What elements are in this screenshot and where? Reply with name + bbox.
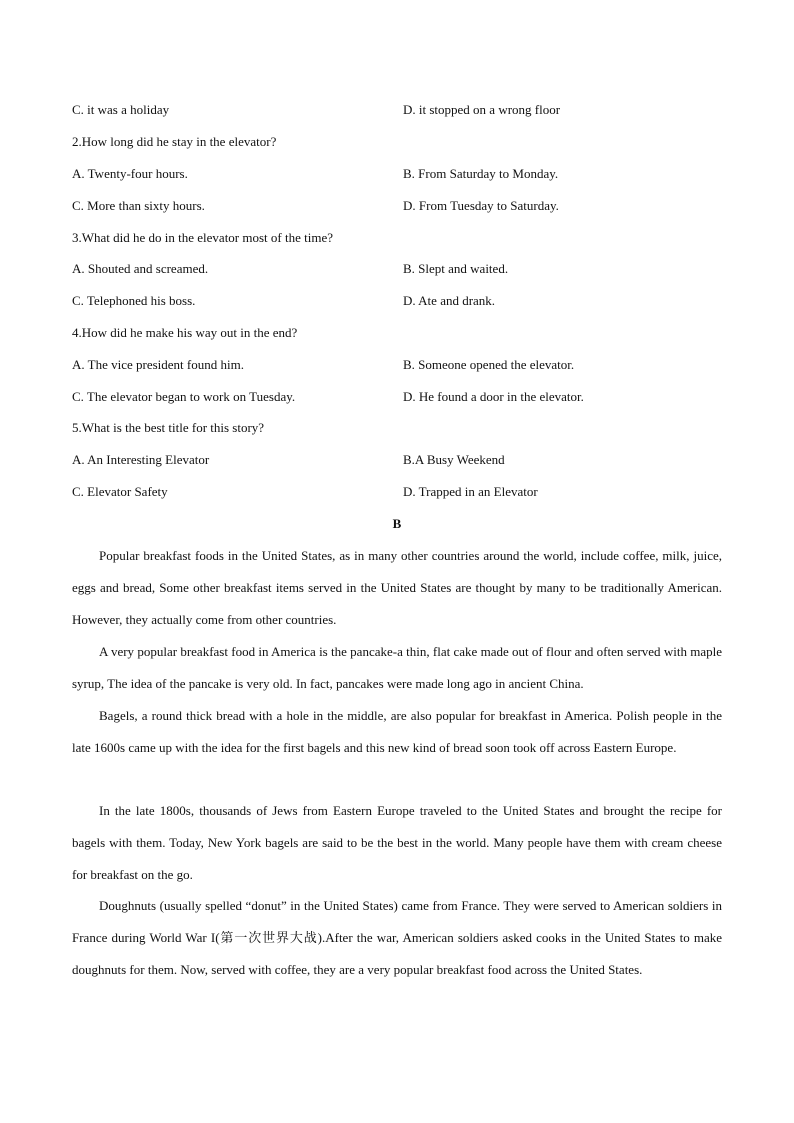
q4-options-row-ab xyxy=(72,355,732,375)
section-b-heading: B xyxy=(392,516,402,531)
q3-option-d: D. Ate and drank. xyxy=(403,293,496,308)
q3-options-row-cd xyxy=(72,291,732,311)
question-2: 2.How long did he stay in the elevator? xyxy=(72,134,277,149)
q5-option-c: C. Elevator Safety xyxy=(72,484,168,499)
q1-options-row-cd xyxy=(72,100,732,120)
q3-options-row-ab xyxy=(72,259,732,279)
q2-option-d: D. From Tuesday to Saturday. xyxy=(403,198,559,213)
paragraph-breakfast-intro: Popular breakfast foods in the United States, as in many other countries around the world, include coffee, milk, juice, eggs and bread, Some other breakfast items served in the United States are thought by many to be traditionally American. However, they actually come from other countries. xyxy=(72,548,722,627)
q5-options-row-ab xyxy=(72,450,732,470)
q4-options-row-cd xyxy=(72,387,732,407)
q2-option-a: A. Twenty-four hours. xyxy=(72,166,188,181)
question-5: 5.What is the best title for this story? xyxy=(72,420,265,435)
q2-options-row-ab xyxy=(72,164,732,184)
question-4: 4.How did he make his way out in the end? xyxy=(72,325,298,340)
q3-option-b: B. Slept and waited. xyxy=(403,261,509,276)
question-3: 3.What did he do in the elevator most of the time? xyxy=(72,230,334,245)
q5-option-d: D. Trapped in an Elevator xyxy=(403,484,538,499)
paragraph-doughnuts: Doughnuts (usually spelled “donut” in the United States) came from France. They were served to American soldiers in France during World War I(第一次世界大战).After the war, American soldiers asked cooks in the United States to make doughnuts for them. Now, served with coffee, they are a very popular breakfast food across the United States. xyxy=(72,898,722,977)
q2-options-row-cd xyxy=(72,196,732,216)
q4-option-c: C. The elevator began to work on Tuesday. xyxy=(72,389,296,404)
q2-option-c: C. More than sixty hours. xyxy=(72,198,205,213)
q3-option-c: C. Telephoned his boss. xyxy=(72,293,196,308)
q1-option-d: D. it stopped on a wrong floor xyxy=(403,102,561,117)
q1-option-c: C. it was a holiday xyxy=(72,102,170,117)
q5-options-row-cd xyxy=(72,482,732,502)
q4-option-a: A. The vice president found him. xyxy=(72,357,244,372)
paragraph-pancake: A very popular breakfast food in America is the pancake-a thin, flat cake made out of flour and often served with maple syrup, The idea of the pancake is very old. In fact, pancakes were made long ago in ancient China. xyxy=(72,644,722,691)
q4-option-b: B. Someone opened the elevator. xyxy=(403,357,575,372)
paragraph-bagels-origin: Bagels, a round thick bread with a hole in the middle, are also popular for breakfast in America. Polish people in the late 1600s came up with the idea for the first bagels and this new kind of bread soon took off across Eastern Europe. xyxy=(72,708,722,755)
q5-option-a: A. An Interesting Elevator xyxy=(72,452,210,467)
paragraph-bagels-america: In the late 1800s, thousands of Jews from Eastern Europe traveled to the United States and brought the recipe for bagels with them. Today, New York bagels are said to be the best in the world. Many people have them with cream cheese for breakfast on the go. xyxy=(72,803,722,882)
q5-option-b: B.A Busy Weekend xyxy=(403,452,505,467)
q3-option-a: A. Shouted and screamed. xyxy=(72,261,209,276)
q2-option-b: B. From Saturday to Monday. xyxy=(403,166,559,181)
q4-option-d: D. He found a door in the elevator. xyxy=(403,389,584,404)
